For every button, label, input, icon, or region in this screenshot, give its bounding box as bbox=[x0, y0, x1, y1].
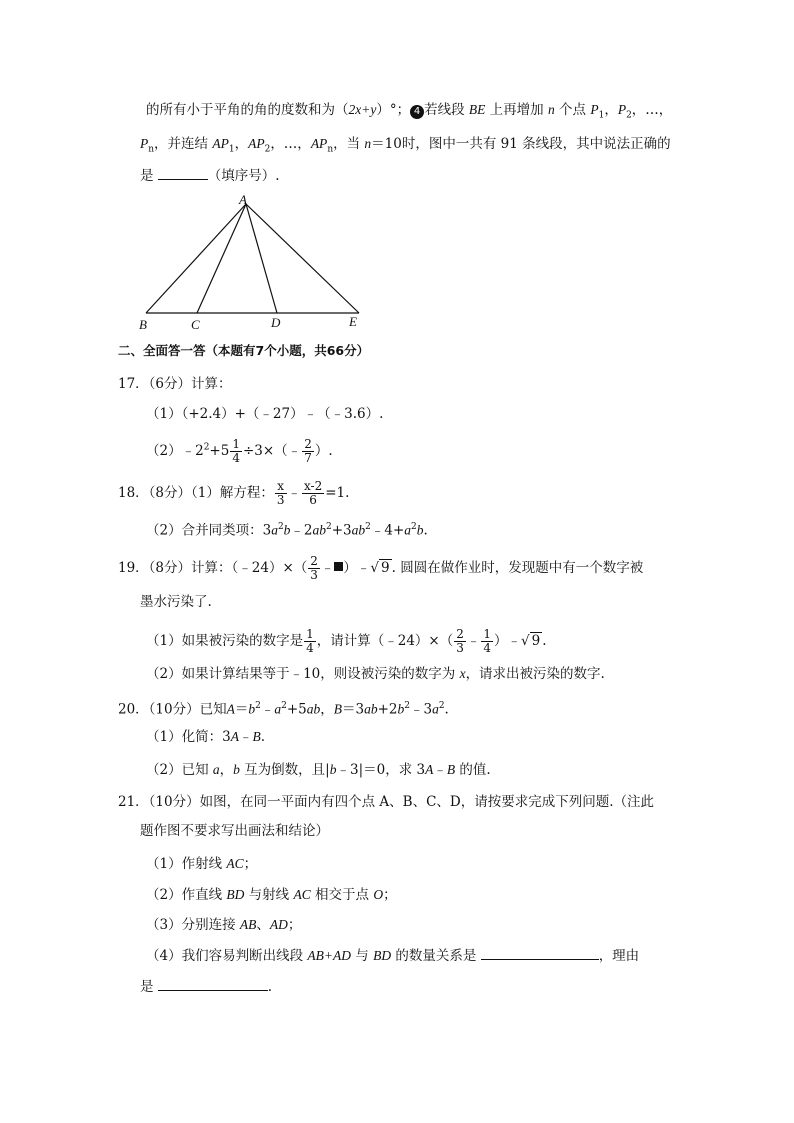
text: . bbox=[444, 701, 449, 718]
numerator: 2 bbox=[310, 554, 318, 568]
text: ）. bbox=[314, 443, 333, 459]
text: 的所有小于平角的角的度数和为（ bbox=[146, 102, 349, 118]
var: ab bbox=[351, 522, 366, 538]
q17-heading: 17．（6分）计算： bbox=[118, 376, 232, 392]
label-C: C bbox=[191, 317, 200, 332]
exponent: 2 bbox=[411, 522, 417, 532]
var: P bbox=[617, 102, 627, 117]
expr: 2x+y bbox=[348, 102, 377, 117]
text: ，当 bbox=[333, 136, 365, 152]
q21-part-4 bbox=[146, 947, 639, 965]
var: a bbox=[271, 522, 278, 538]
text: （2）﹣2 bbox=[146, 443, 204, 459]
exponent: 2 bbox=[438, 701, 445, 711]
segment-AD bbox=[246, 204, 277, 313]
q20-heading bbox=[118, 697, 449, 719]
q21-line-2: 题作图不要求写出画法和结论） bbox=[140, 823, 329, 839]
text: ﹣ bbox=[238, 729, 253, 745]
text: =1. bbox=[325, 485, 350, 501]
circled-number-4: 4 bbox=[410, 105, 424, 119]
text: ，请计算（﹣24）×（ bbox=[316, 633, 454, 649]
q19-heading bbox=[118, 555, 643, 582]
q19-line-2: 墨水污染了. bbox=[140, 594, 212, 610]
text: 个点 bbox=[554, 102, 591, 118]
var: AP bbox=[248, 136, 265, 151]
text: 是 bbox=[140, 168, 158, 184]
text: 是 bbox=[140, 979, 158, 995]
label-D: D bbox=[271, 315, 281, 330]
text: . bbox=[260, 729, 265, 745]
text: 与 bbox=[351, 948, 374, 964]
q18-part-2 bbox=[146, 518, 428, 540]
text: ，…， bbox=[270, 136, 311, 152]
text: 的数量关系是 bbox=[391, 948, 481, 964]
segment-AB bbox=[146, 204, 246, 313]
q21-line-5 bbox=[140, 978, 272, 996]
text: ）﹣ bbox=[494, 633, 522, 649]
denominator: 6 bbox=[309, 493, 317, 507]
text: 与射线 bbox=[244, 887, 294, 903]
denominator: 3 bbox=[456, 641, 464, 655]
text: ﹣ bbox=[287, 485, 301, 501]
var: ab bbox=[364, 701, 378, 717]
text: ； bbox=[287, 917, 302, 933]
sub: 1 bbox=[228, 144, 235, 155]
numerator: 1 bbox=[483, 627, 492, 641]
label-E: E bbox=[349, 314, 357, 329]
text: （3）分别连接 bbox=[146, 917, 240, 933]
q16-line-1 bbox=[146, 101, 672, 125]
text: （2）已知 bbox=[146, 762, 213, 778]
text: ）°； bbox=[376, 102, 411, 118]
text: ； bbox=[243, 856, 258, 872]
var: b bbox=[329, 762, 337, 777]
q16-line-3 bbox=[140, 167, 280, 185]
numerator: x bbox=[275, 480, 287, 494]
text: ﹣ bbox=[320, 560, 335, 576]
text: +5 bbox=[209, 443, 230, 459]
label-B: B bbox=[139, 317, 147, 332]
exponent: 2 bbox=[365, 522, 371, 532]
sub: 2 bbox=[626, 110, 632, 121]
denominator: 3 bbox=[310, 568, 318, 582]
var: a bbox=[212, 762, 220, 777]
var: ab bbox=[306, 701, 321, 717]
var: b bbox=[248, 701, 256, 717]
answer-blank[interactable] bbox=[481, 947, 599, 960]
text: . bbox=[267, 979, 273, 995]
var: ab bbox=[312, 522, 327, 538]
text: （2）如果计算结果等于﹣10，则设被污染的数字为 bbox=[146, 666, 460, 682]
var: AP bbox=[310, 136, 328, 151]
numerator: x-2 bbox=[304, 479, 323, 493]
q17-part-2 bbox=[146, 438, 333, 465]
sub: 2 bbox=[264, 144, 271, 155]
q21-part-3 bbox=[146, 916, 301, 934]
text: （2）作直线 bbox=[146, 887, 227, 903]
text: ，…， bbox=[631, 102, 673, 118]
denominator: 4 bbox=[232, 451, 240, 465]
answer-blank[interactable] bbox=[158, 978, 268, 991]
text: ﹣3|＝0，求 3 bbox=[336, 762, 426, 778]
exponent: 2 bbox=[326, 522, 332, 532]
var: B bbox=[252, 729, 261, 744]
text: （1）化简：3 bbox=[146, 729, 231, 745]
denominator: 4 bbox=[306, 641, 314, 655]
denominator: 4 bbox=[483, 641, 492, 655]
sub: n bbox=[148, 144, 155, 155]
q16-line-2 bbox=[140, 135, 671, 159]
var: AD bbox=[269, 917, 288, 932]
text: ，并连结 bbox=[154, 136, 213, 152]
text: ＝3 bbox=[341, 701, 365, 718]
text: ﹣4+ bbox=[370, 522, 405, 539]
text: +5 bbox=[286, 701, 307, 718]
q19-part-2 bbox=[146, 665, 605, 683]
fraction bbox=[230, 438, 242, 465]
text: 19．（8分）计算：（﹣24）×（ bbox=[118, 560, 308, 576]
var: A bbox=[425, 762, 434, 777]
fraction bbox=[481, 628, 493, 655]
var: b bbox=[397, 701, 405, 717]
var: n bbox=[547, 102, 555, 117]
var: AB+AD bbox=[307, 948, 351, 963]
var: n bbox=[364, 136, 372, 151]
text: ）﹣ bbox=[343, 560, 371, 576]
segment-label: BE bbox=[468, 102, 486, 117]
fraction bbox=[304, 628, 316, 655]
var: P bbox=[140, 136, 149, 151]
segment-AE bbox=[246, 204, 359, 313]
numerator: 2 bbox=[304, 437, 312, 451]
q21-heading: 21．（10分）如图，在同一平面内有四个点 A、B、C、D，请按要求完成下列问题.（注此 bbox=[118, 794, 655, 810]
q19-part-1 bbox=[146, 628, 547, 655]
q21-part-1 bbox=[146, 855, 257, 873]
text: +2 bbox=[377, 701, 398, 718]
radicand: 9 bbox=[381, 560, 390, 576]
text: ， bbox=[320, 701, 334, 718]
var: BD bbox=[373, 948, 392, 963]
var: A bbox=[226, 701, 235, 717]
square-root: √ 9 bbox=[521, 633, 541, 649]
text: （填序号）. bbox=[207, 168, 280, 184]
exponent: 2 bbox=[404, 701, 410, 711]
denominator: 3 bbox=[276, 493, 285, 507]
segment-AC bbox=[197, 204, 246, 313]
text: 20．（10分）已知 bbox=[118, 701, 227, 718]
text: ； bbox=[383, 887, 397, 903]
q18-heading bbox=[118, 480, 349, 507]
var: P bbox=[590, 102, 599, 117]
text: . bbox=[542, 633, 547, 649]
text: （4）我们容易判断出线段 bbox=[146, 948, 308, 964]
text: 若线段 bbox=[424, 102, 469, 118]
q21-part-2 bbox=[146, 886, 397, 904]
text: 的值. bbox=[455, 762, 491, 778]
text: ÷3×（﹣ bbox=[242, 443, 302, 459]
label-A: A bbox=[239, 192, 247, 207]
numerator: 1 bbox=[232, 437, 240, 451]
sub: 1 bbox=[598, 110, 605, 121]
text: （1）如果被污染的数字是 bbox=[146, 633, 304, 649]
text: +3 bbox=[331, 522, 352, 539]
var: a bbox=[404, 522, 412, 538]
var: BD bbox=[226, 887, 245, 902]
text: ，理由 bbox=[598, 948, 640, 964]
q17-part-1: （1）（+2.4）+（﹣27）﹣（﹣3.6）. bbox=[146, 406, 384, 422]
var: a bbox=[274, 701, 282, 717]
text: ﹣2 bbox=[290, 522, 313, 539]
text: 相交于点 bbox=[310, 887, 374, 903]
var: b bbox=[283, 522, 291, 538]
text: 18．（8分）（1）解方程： bbox=[118, 485, 274, 501]
numerator: 1 bbox=[306, 627, 314, 641]
var: AP bbox=[212, 136, 229, 151]
text: ， bbox=[234, 136, 249, 152]
radicand: 9 bbox=[531, 633, 541, 649]
fraction bbox=[302, 480, 324, 507]
denominator: 7 bbox=[304, 451, 312, 465]
q20-part-2 bbox=[146, 761, 491, 779]
text: . bbox=[423, 522, 428, 539]
var: a bbox=[432, 701, 439, 717]
text: 上再增加 bbox=[485, 102, 548, 118]
text: ﹣ bbox=[260, 701, 275, 718]
text: （2）合并同类项：3 bbox=[146, 522, 272, 539]
var: x bbox=[459, 666, 466, 681]
var: B bbox=[333, 701, 342, 717]
q20-part-1 bbox=[146, 728, 265, 746]
text: ，请求出被污染的数字. bbox=[465, 666, 605, 682]
var: b bbox=[416, 522, 424, 538]
fraction bbox=[454, 628, 466, 655]
fraction bbox=[302, 438, 314, 465]
exponent: 2 bbox=[281, 701, 287, 711]
text: 互为倒数，且| bbox=[239, 762, 330, 778]
text: （1）作射线 bbox=[146, 856, 227, 872]
text: 、 bbox=[256, 917, 270, 933]
triangle-figure bbox=[130, 192, 370, 334]
text: ﹣ bbox=[466, 633, 481, 649]
text: ， bbox=[604, 102, 618, 118]
section-heading: 二、全面答一答（本题有7个小题，共66分） bbox=[118, 343, 370, 358]
text: ＝10时，图中一共有 91 条线段，其中说法正确的 bbox=[371, 136, 671, 152]
exponent: 2 bbox=[277, 522, 284, 532]
text: ﹣ bbox=[433, 762, 447, 778]
var: A bbox=[230, 729, 239, 744]
var: O bbox=[373, 887, 384, 902]
text: ＝ bbox=[234, 701, 249, 718]
text: ， bbox=[219, 762, 234, 778]
sub: n bbox=[327, 144, 334, 155]
square-root: √ 9 bbox=[370, 560, 390, 576]
var: b bbox=[233, 762, 240, 777]
var: AC bbox=[293, 887, 311, 902]
fraction bbox=[308, 555, 320, 582]
fraction bbox=[275, 480, 287, 507]
var: AC bbox=[226, 856, 244, 871]
var: B bbox=[446, 762, 456, 777]
answer-blank[interactable] bbox=[158, 167, 208, 180]
var: AB bbox=[239, 917, 257, 932]
text: . 圆圆在做作业时，发现题中有一个数字被 bbox=[391, 560, 644, 576]
exponent: 2 bbox=[203, 442, 210, 453]
exponent: 2 bbox=[255, 701, 261, 711]
numerator: 2 bbox=[456, 627, 464, 641]
text: ﹣3 bbox=[409, 701, 433, 718]
